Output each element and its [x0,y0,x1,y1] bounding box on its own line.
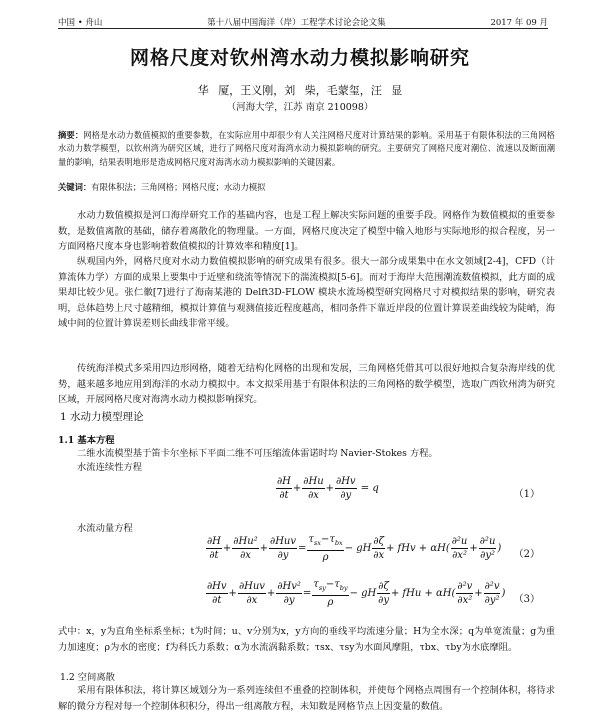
running-header [58,12,548,28]
authors: 华 厦，王义刚，刘 柴，毛蒙玺，汪 显 [197,84,403,97]
affiliation: （河海大学，江苏 南京 210098） [226,102,374,113]
momentum-label: 水流动量方程 [77,523,133,534]
intro-paragraph-2: 纵观国内外，网格尺度对水动力数值模拟影响的研究成果有很多。很大一部分成果集中在水文领域[2-4]，CFD（计算流体力学）方面的成果上要集中于近壁和绕流等情况下的湍流模拟[5-6]。而对于海岸大范围潮流数值模拟，此方面的成果却比较少见。张仁徽[7]进行了海南某港的 Delft3D-FLOW 模块水流场模型研究网格尺寸对模拟结果的影响，研究表明，总体趋势上尺寸越精细，模拟计算值与观测值接近程度越高，相同条件下靠近岸段的位置计算误差曲线较为陡峭，海域中间的位置计算误差则长曲线非常平缓。 [58,256,555,329]
equation-1: $\frac{\partial H}{\partial t}$ + $\frac{\partial Hu}{\partial x}$ + $\frac{\partial Hv}{\partial y}$ = q （1） [277,476,540,501]
header-proceedings: 第十八届中国海洋（岸）工程学术讨论会论文集 [207,18,386,28]
equation-1-number: （1） [513,489,540,500]
equation-2-number: （2） [513,549,540,560]
section-1-heading: 1 水动力模型理论 [60,411,144,423]
equation-2: $\frac{\partial H}{\partial t}$ + $\frac{\text{∂Hu²}}{\partial x}$ + $\frac{\text{∂Huv}}{\partial y}$ = $\frac{\tau_{sx}-\tau_{bx}}{\rho}$ − gH $\frac{\partial\zeta}{\partial x}$ + fHv + αH( $\frac{\text{∂²u}}{\text{∂x²}}$ + $\frac{\text{∂²u}}{\text{∂y²}}$ ) （2） [207,534,540,563]
header-location: 中国 • 舟山 [58,18,103,28]
paper-title: 网格尺度对钦州湾水动力模拟影响研究 [129,47,470,69]
subsection-1-2-text: 采用有限体积法，将计算区域划分为一系列连续但不重叠的控制体积，并使每个网格点周围有一个控制体积，将待求解的微分方程对每一个控制体积积分，得出一组离散方程，未知数是网格节点上因变量的数值。 [58,685,555,712]
intro-paragraph-1: 水动力数值模拟是河口海岸研究工作的基础内容，也是工程上解决实际问题的重要手段。网格作为数值模拟的重要参数，是数值离散的基础，储存着离散化的物理量。一方面，网格尺度决定了模型中输入地形与实际地形的拟合程度，另一方面网格尺度本身也影响着数值模拟的计算效率和精度[1]。 [58,210,555,252]
subsection-1-1-heading: 1.1 基本方程 [58,435,115,446]
header-rule [58,28,548,29]
header-date: 2017 年 09 月 [490,18,548,28]
equation-symbols-description: 式中：x，y为直角坐标系坐标；t为时间；u、v分别为x，y方向的垂线平均流速分量；H为全水深；q为单宽流量；g为重力加速度；ρ为水的密度；f为科氏力系数；α为水流涡黏系数；τsx、τsy为水面风摩阻，τbx、τby为水底摩阻。 [58,626,555,653]
subsection-1-2-heading: 1.2 空间离散 [60,672,115,683]
continuity-label: 水流连续性方程 [77,462,143,473]
keywords [58,181,555,193]
subsection-1-1-text: 二维水流模型基于笛卡尔坐标下平面二维不可压缩流体雷诺时均 Navier-Stokes 方程。 [77,448,438,459]
abstract-text: 网格是水动力数值模拟的重要参数，在实际应用中却很少有人关注网格尺度对计算结果的影响。采用基于有限体积法的三角网格水动力数学模型，以钦州湾为研究区域，进行了网格尺度对海湾水动力模拟影响的研究。主要研究了网格尺度对潮位、流速以及断面潮量的影响，结果表明地形是造成网格尺度对海湾水动力模拟影响的关键因素。 [58,130,555,167]
intro-paragraph-3: 传统海洋模式多采用四边形网格，随着无结构化网格的出现和发展，三角网格凭借其可以很好地拟合复杂海岸线的优势，越来越多地应用到海洋的水动力模拟中。本文拟采用基于有限体积法的三角网格的数学模型，选取广西钦州湾为研究区域，开展网格尺度对海湾水动力模拟影响探究。 [58,363,555,405]
abstract-label: 摘要： [58,130,84,140]
keywords-text: 有限体积法；三角网格；网格尺度；水动力模拟 [91,182,266,192]
abstract [58,129,555,169]
equation-3: $\frac{\partial Hv}{\partial t}$ + $\frac{\text{∂Huv}}{\partial x}$ + $\frac{\text{∂Hv²}}{\partial y}$ = $\frac{\tau_{sy}-\tau_{by}}{\rho}$ − gH $\frac{\partial\zeta}{\partial y}$ + fHu + αH( $\frac{\text{∂²v}}{\text{∂x²}}$ + $\frac{\text{∂²v}}{\text{∂y²}}$ ) （3） [207,579,540,608]
keywords-label: 关键词： [58,182,92,192]
equation-3-number: （3） [513,594,540,605]
